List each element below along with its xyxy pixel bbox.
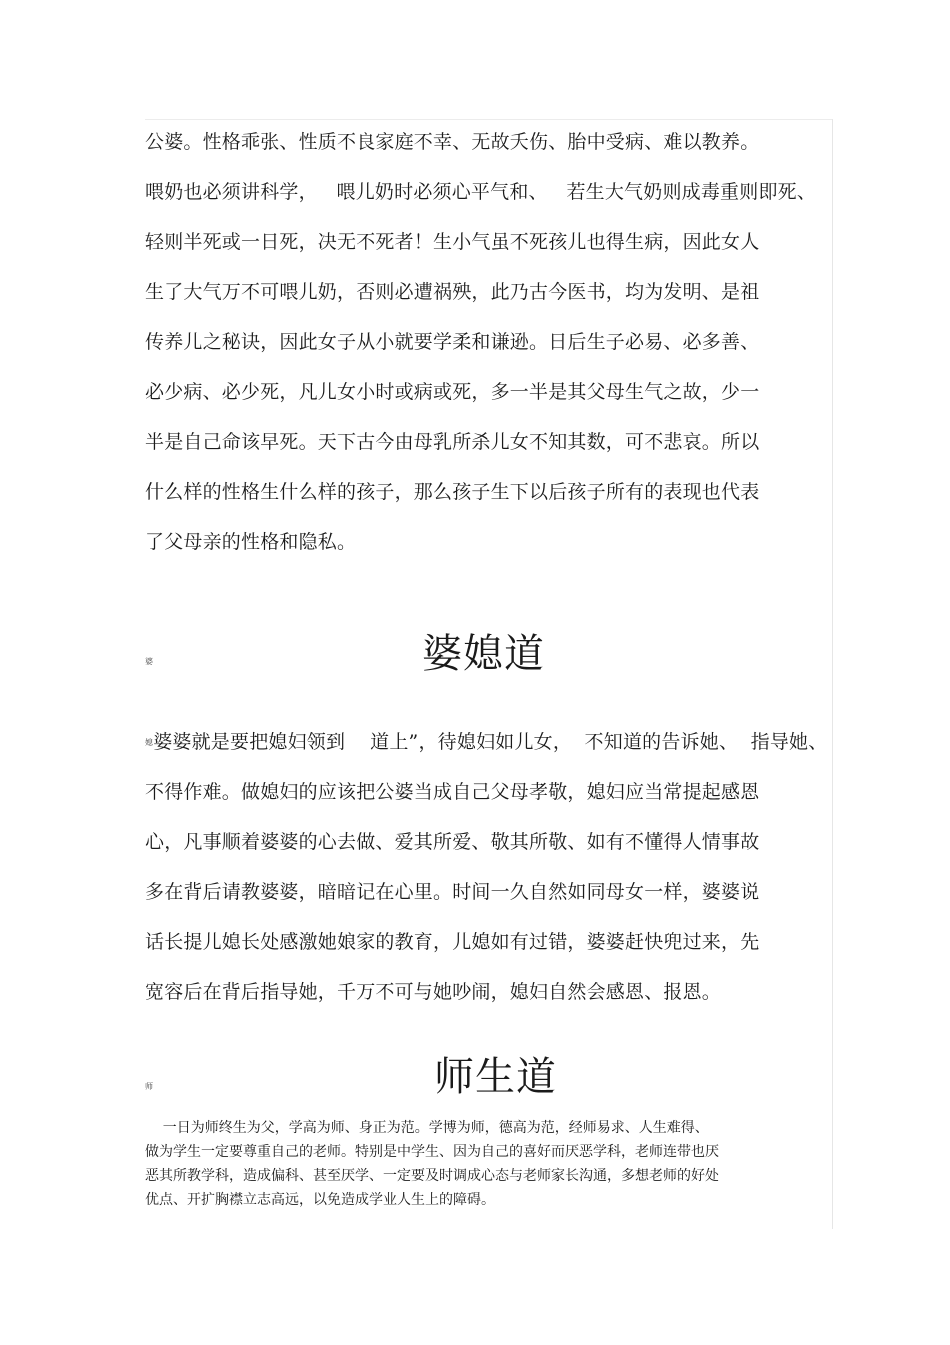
paragraph-line: 轻则半死或一日死，决无不死者！生小气虽不死孩儿也得生病，因此女人 <box>145 231 760 253</box>
paragraph-line <box>145 730 827 755</box>
top-rule <box>145 119 833 120</box>
section-marker: 婆 <box>145 657 153 666</box>
paragraph-line: 传养儿之秘诀，因此女子从小就要学柔和谦逊。日后生子必易、必多善、 <box>145 331 760 353</box>
paragraph-line: 了父母亲的性格和隐私。 <box>145 531 357 553</box>
paragraph-line: 一日为师终生为父，学高为师、身正为范。学博为师，德高为范，经师易求、人生难得、 <box>145 1120 709 1136</box>
paragraph-text: 婆婆就是要把媳妇领到 道上”，待媳妇如儿女， 不知道的告诉她、 指导她、 <box>153 731 828 753</box>
paragraph-line: 喂奶也必须讲科学， 喂儿奶时必须心平气和、 若生大气奶则成毒重则即死、 <box>145 181 817 203</box>
paragraph-line: 话长提儿媳长处感激她娘家的教育，儿媳如有过错，婆婆赶快兜过来，先 <box>145 931 760 953</box>
paragraph-line: 公婆。性格乖张、性质不良家庭不幸、无故夭伤、胎中受病、难以教养。 <box>145 131 760 153</box>
section-title: 婆媳道 <box>422 631 545 677</box>
section-title: 师生道 <box>434 1054 557 1100</box>
right-rule <box>832 119 833 1229</box>
paragraph-line: 必少病、必少死，凡儿女小时或病或死，多一半是其父母生气之故，少一 <box>145 381 760 403</box>
paragraph-line: 什么样的性格生什么样的孩子，那么孩子生下以后孩子所有的表现也代表 <box>145 481 760 503</box>
paragraph-line: 心，凡事顺着婆婆的心去做、爱其所爱、敬其所敬、如有不懂得人情事故 <box>145 831 760 853</box>
paragraph-line: 优点、开扩胸襟立志高远，以免造成学业人生上的障碍。 <box>145 1192 495 1208</box>
paragraph-line: 宽容后在背后指导她，千万不可与她吵闹，媳妇自然会感恩、报恩。 <box>145 981 722 1003</box>
paragraph-line: 生了大气万不可喂儿奶，否则必遭祸殃，此乃古今医书，均为发明、是祖 <box>145 281 760 303</box>
section-marker: 媳 <box>145 738 154 747</box>
paragraph-line: 做为学生一定要尊重自己的老师。特别是中学生、因为自己的喜好而厌恶学科，老师连带也厌 <box>145 1144 719 1160</box>
paragraph-line: 不得作难。做媳妇的应该把公婆当成自己父母孝敬，媳妇应当常提起感恩 <box>145 781 760 803</box>
section-marker: 师 <box>145 1082 153 1091</box>
paragraph-line: 多在背后请教婆婆，暗暗记在心里。时间一久自然如同母女一样，婆婆说 <box>145 881 760 903</box>
paragraph-line: 恶其所教学科，造成偏科、甚至厌学、一定要及时调成心态与老师家长沟通，多想老师的好处 <box>145 1168 719 1184</box>
paragraph-line: 半是自己命该早死。天下古今由母乳所杀儿女不知其数，可不悲哀。所以 <box>145 431 760 453</box>
